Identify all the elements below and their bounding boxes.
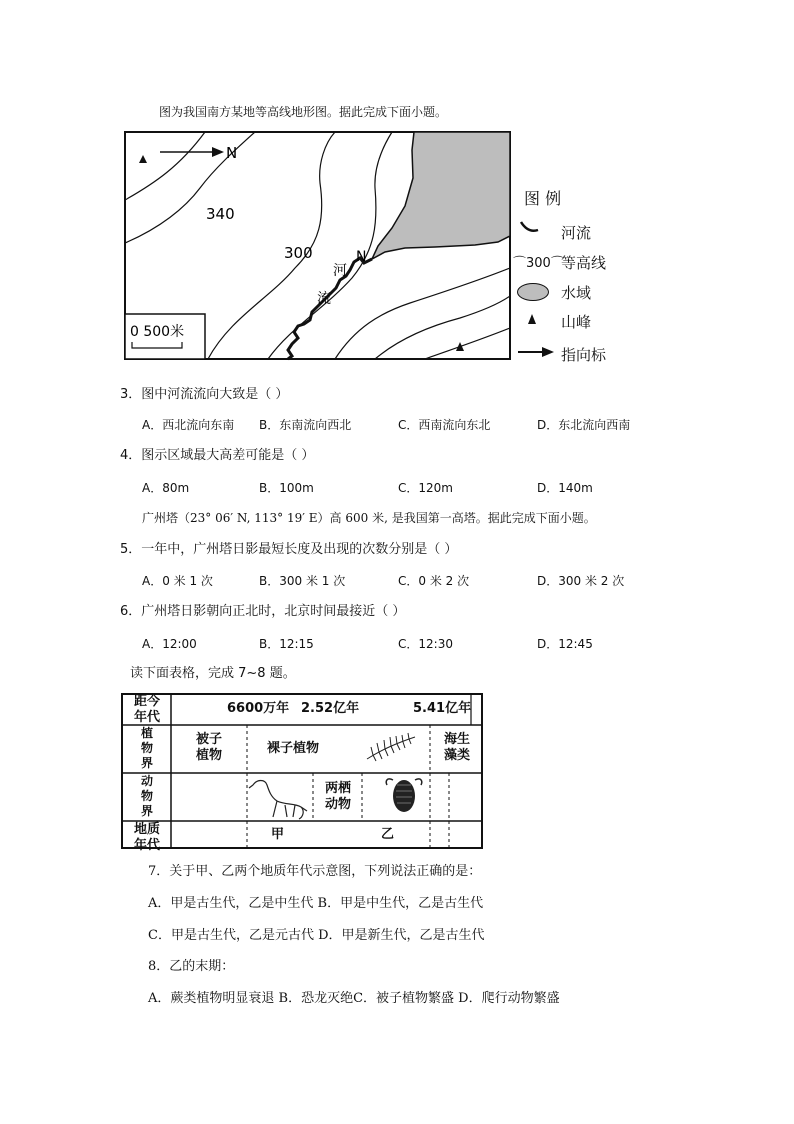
q6-option-b[interactable]: B．12:15 xyxy=(259,637,314,651)
q5-stem: 5．一年中，广州塔日影最短长度及出现的次数分别是（ ） xyxy=(120,542,458,557)
era-jia: 甲 xyxy=(271,827,285,842)
q5-option-d[interactable]: D．300 米 2 次 xyxy=(537,574,625,588)
q3-option-d[interactable]: D．东北流向西南 xyxy=(537,418,631,432)
angiosperm-cell: 被子 植物 xyxy=(195,732,222,763)
river-label: 流 xyxy=(317,291,331,307)
q6-option-a[interactable]: A．12:00 xyxy=(142,637,197,651)
q3-option-b[interactable]: B．东南流向西北 xyxy=(259,418,352,432)
q6-stem: 6．广州塔日影朝向正北时，北京时间最接近（ ） xyxy=(120,604,406,619)
q7-options-line-1[interactable]: A．甲是古生代，乙是中生代 B．甲是中生代，乙是古生代 xyxy=(148,896,484,911)
north-label: N xyxy=(226,144,238,162)
trilobite-icon xyxy=(386,779,422,812)
legend-arrow: 指向标 xyxy=(561,346,607,364)
contour-map xyxy=(120,128,520,364)
age-252ma: 2.52亿年 xyxy=(301,701,360,716)
contour-label-300: 300 xyxy=(284,244,313,262)
amphibian-cell: 两栖 动物 xyxy=(324,781,351,812)
river-n-label: N xyxy=(356,249,367,265)
legend-water: 水域 xyxy=(561,284,592,302)
q3-stem: 3．图中河流流向大致是（ ） xyxy=(120,387,289,402)
q5-option-c[interactable]: C．0 米 2 次 xyxy=(398,574,470,588)
age-66ma: 6600万年 xyxy=(227,701,290,716)
q5-option-b[interactable]: B．300 米 1 次 xyxy=(259,574,346,588)
q4-option-c[interactable]: C．120m xyxy=(398,481,453,495)
intro-text-1: 图为我国南方某地等高线地形图。据此完成下面小题。 xyxy=(159,105,448,119)
scale-label: 0 500米 xyxy=(130,324,185,340)
q7-stem: 7．关于甲、乙两个地质年代示意图，下列说法正确的是： xyxy=(148,864,482,879)
q3-option-c[interactable]: C．西南流向东北 xyxy=(398,418,491,432)
age-541ma: 5.41亿年 xyxy=(413,701,472,716)
arrow-legend-icon xyxy=(516,345,556,359)
intro-text-3: 读下面表格，完成 7~8 题。 xyxy=(130,666,296,681)
contour-label-340: 340 xyxy=(206,205,235,223)
q4-option-b[interactable]: B．100m xyxy=(259,481,314,495)
row-head-plants: 植 物 界 xyxy=(140,726,153,770)
peak-legend-icon xyxy=(526,312,538,326)
q8-stem: 8．乙的末期： xyxy=(148,959,235,974)
row-head-era: 地质 年代 xyxy=(133,822,160,853)
legend-peak: 山峰 xyxy=(561,313,592,331)
intro-text-2: 广州塔（23° 06′ N, 113° 19′ E）高 600 米, 是我国第一高塔。据此完成下面小题。 xyxy=(142,511,596,525)
legend-title: 图 例 xyxy=(524,189,562,208)
q8-options-line-1[interactable]: A．蕨类植物明显衰退 B．恐龙灭绝C．被子植物繁盛 D．爬行动物繁盛 xyxy=(148,991,560,1006)
algae-cell: 海生 藻类 xyxy=(443,732,470,763)
q4-option-d[interactable]: D．140m xyxy=(537,481,593,495)
river-label: 河 xyxy=(333,263,347,279)
q6-option-d[interactable]: D．12:45 xyxy=(537,637,593,651)
water-legend-icon xyxy=(517,283,549,301)
row-head-animals: 动 物 界 xyxy=(140,774,153,818)
q4-option-a[interactable]: A．80m xyxy=(142,481,190,495)
river-legend-icon xyxy=(518,218,542,238)
gymnosperm-cell: 裸子植物 xyxy=(267,741,320,756)
q3-option-a[interactable]: A．西北流向东南 xyxy=(142,418,235,432)
row-head-age: 距今 年代 xyxy=(133,694,160,725)
legend-river: 河流 xyxy=(561,224,592,242)
legend-contour-value: ⌒300⌒ xyxy=(513,256,564,271)
era-yi: 乙 xyxy=(381,827,395,842)
fern-icon xyxy=(367,733,415,761)
dinosaur-icon xyxy=(249,781,307,820)
q4-stem: 4．图示区域最大高差可能是（ ） xyxy=(120,448,315,463)
q6-option-c[interactable]: C．12:30 xyxy=(398,637,453,651)
legend-contour: 等高线 xyxy=(561,254,607,272)
q7-options-line-2[interactable]: C．甲是古生代，乙是元古代 D．甲是新生代，乙是古生代 xyxy=(148,928,485,943)
q5-option-a[interactable]: A．0 米 1 次 xyxy=(142,574,213,588)
geologic-table xyxy=(121,693,483,853)
